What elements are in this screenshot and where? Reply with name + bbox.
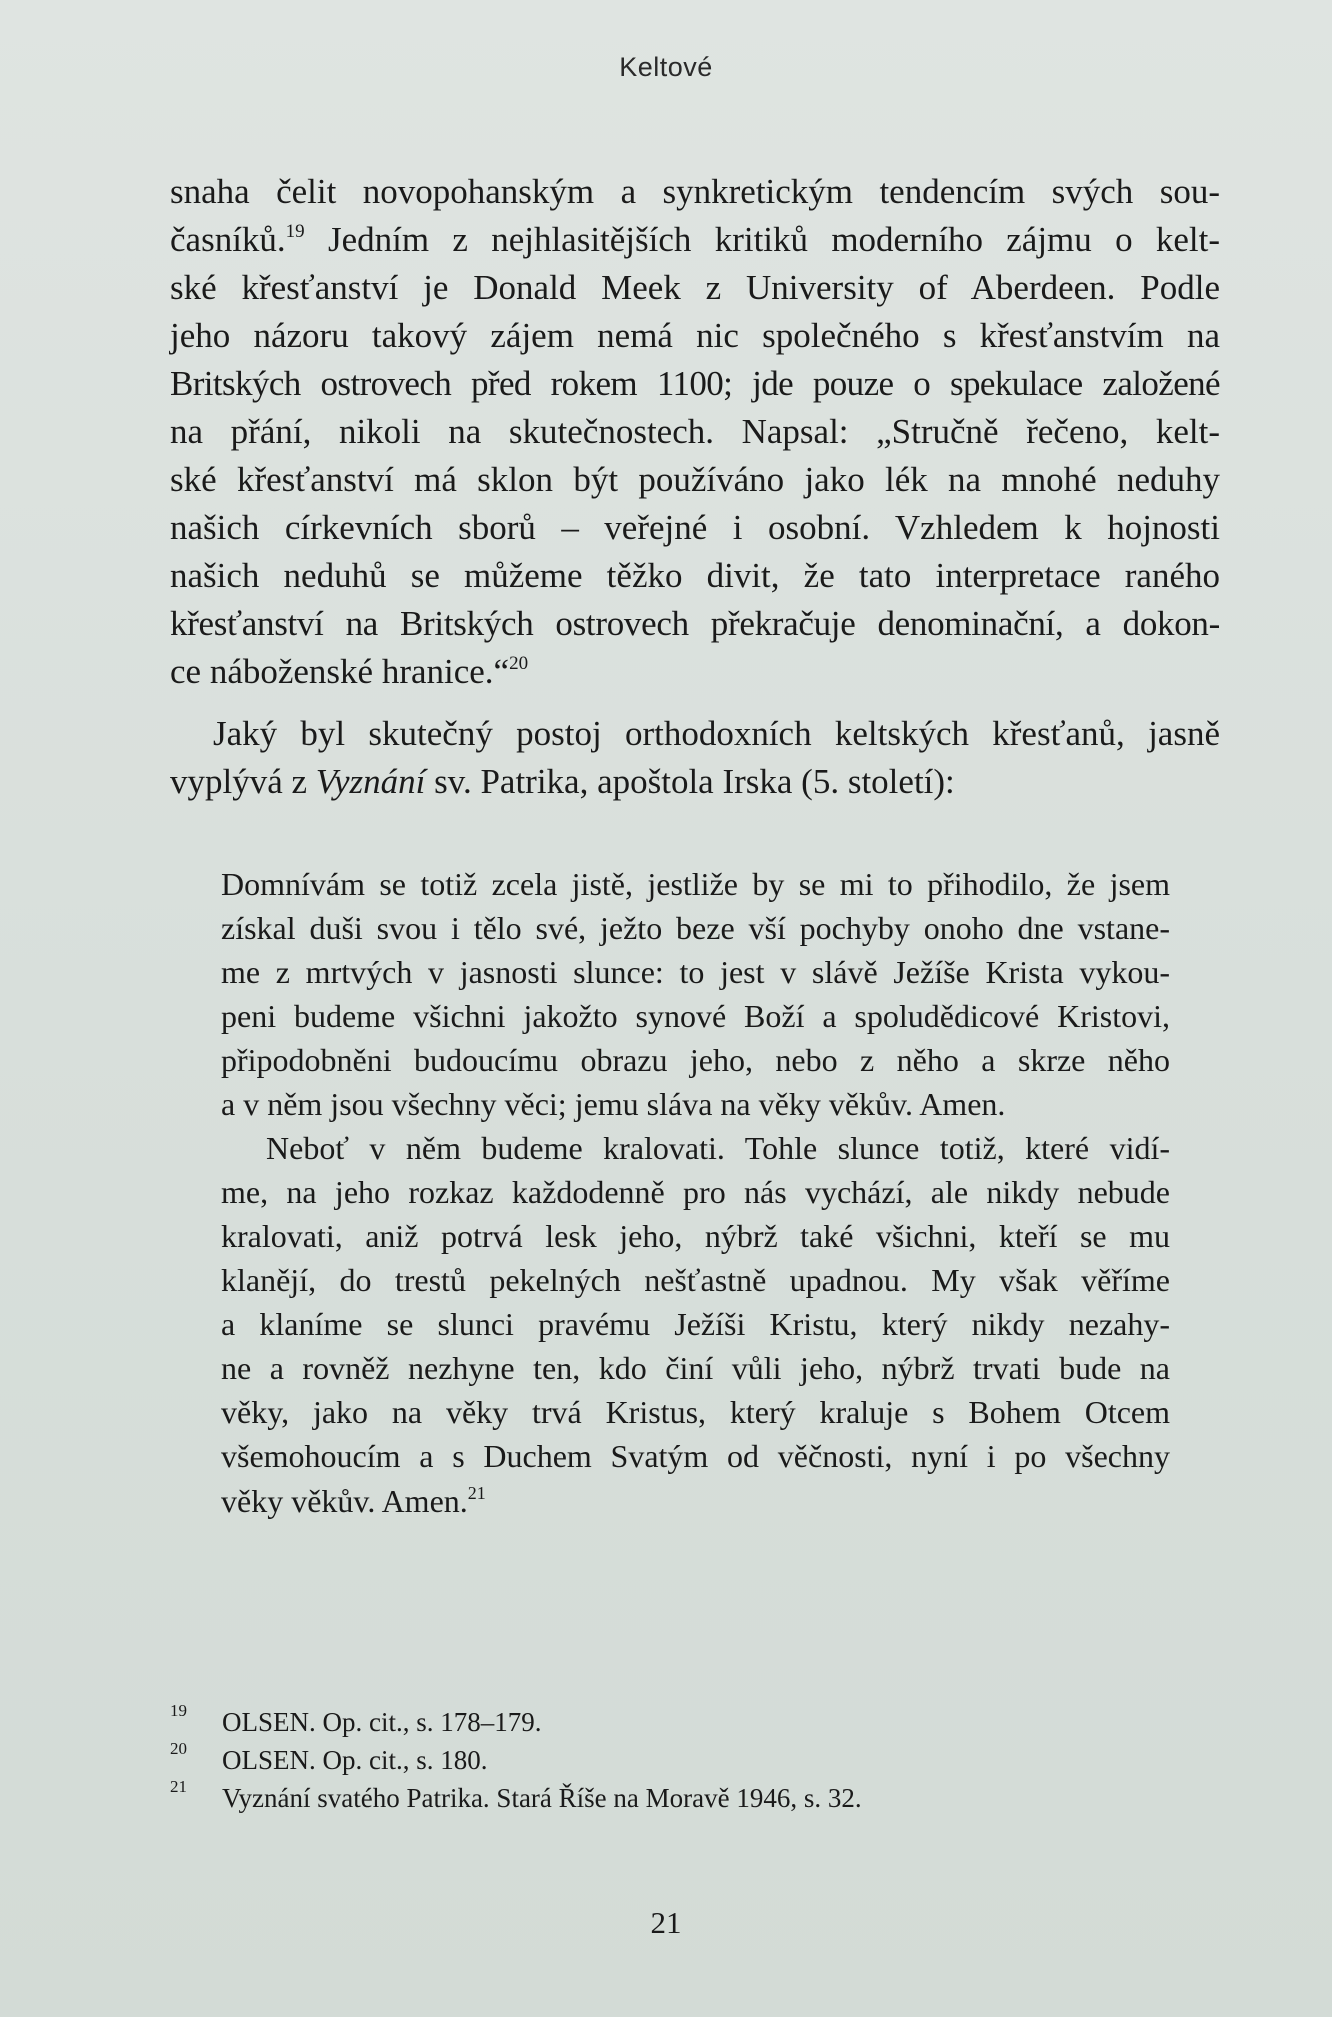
footnote-number: 20 <box>170 1739 187 1758</box>
quote-line: a klaníme se slunci pravému Ježíši Kristu, který nikdy nezahy- <box>221 1306 1170 1342</box>
quote-line <box>221 1484 1170 1517</box>
quote-line: a v něm jsou všechny věci; jemu sláva na věky věkův. Amen. <box>221 1086 1006 1122</box>
quote-line: Domnívám se totiž zcela jistě, jestliže by se mi to přihodilo, že jsem <box>221 866 1170 902</box>
text-span: časníků. <box>170 220 286 259</box>
footnote-text: OLSEN. Op. cit., s. 180. <box>222 1745 488 1775</box>
footnote-text: OLSEN. Op. cit., s. 178–179. <box>222 1707 542 1737</box>
text-span: vyplývá z <box>170 762 316 801</box>
text-line: křesťanství na Britských ostrovech překračuje denominační, a dokon- <box>170 604 1220 643</box>
footnote-text: Vyznání svatého Patrika. Stará Říše na Moravě 1946, s. 32. <box>222 1783 862 1813</box>
text-line: Jaký byl skutečný postoj orthodoxních keltských křesťanů, jasně <box>213 714 1220 753</box>
text-span: ce náboženské hranice.“ <box>170 652 510 691</box>
running-head: Keltové <box>619 52 713 82</box>
page-number: 21 <box>650 1905 682 1940</box>
text-line: jeho názoru takový zájem nemá nic společného s křesťanstvím na <box>170 316 1220 355</box>
footnote-ref-19: 19 <box>285 221 305 242</box>
quote-line: ne a rovněž nezhyne ten, kdo činí vůli jeho, nýbrž trvati bude na <box>221 1350 1170 1386</box>
text-line: ské křesťanství je Donald Meek z University of Aberdeen. Podle <box>170 268 1220 307</box>
text-line <box>170 654 1220 689</box>
text-line <box>170 764 1220 799</box>
text-line: našich církevních sborů – veřejné i osobní. Vzhledem k hojnosti <box>170 508 1220 547</box>
quote-line: získal duši svou i tělo své, ježto beze vší pochyby onoho dne vstane- <box>221 910 1170 946</box>
text-line: ské křesťanství má sklon být používáno jako lék na mnohé neduhy <box>170 460 1220 499</box>
text-line <box>170 222 1220 257</box>
quote-line: všemohoucím a s Duchem Svatým od věčnosti, nyní i po všechny <box>221 1438 1170 1474</box>
footnote-ref-20: 20 <box>509 653 529 674</box>
quote-line: kralovati, aniž potrvá lesk jeho, nýbrž také všichni, kteří se mu <box>221 1218 1170 1254</box>
footnote-ref-21: 21 <box>467 1483 486 1503</box>
quote-line: me z mrtvých v jasnosti slunce: to jest v slávě Ježíše Krista vykou- <box>221 954 1170 990</box>
text-span: Jedním z nejhlasitějších kritiků moderního zájmu o kelt- <box>304 220 1220 259</box>
quote-line: klanějí, do trestů pekelných nešťastně upadnou. My však věříme <box>221 1262 1170 1298</box>
footnote-number: 21 <box>170 1777 187 1796</box>
text-line: našich neduhů se můžeme těžko divit, že tato interpretace raného <box>170 556 1220 595</box>
quote-line: připodobněni budoucímu obrazu jeho, nebo z něho a skrze něho <box>221 1042 1170 1078</box>
text-span: věky věkův. Amen. <box>221 1483 468 1519</box>
text-line: Britských ostrovech před rokem 1100; jde pouze o spekulace založené <box>170 364 1220 403</box>
text-line: na přání, nikoli na skutečnostech. Napsal: „Stručně řečeno, kelt- <box>170 412 1220 451</box>
italic-title: Vyznání <box>315 762 426 801</box>
quote-line: Neboť v něm budeme kralovati. Tohle slunce totiž, které vidí- <box>266 1130 1170 1166</box>
quote-line: me, na jeho rozkaz každodenně pro nás vychází, ale nikdy nebude <box>221 1174 1170 1210</box>
text-line: snaha čelit novopohanským a synkretickým tendencím svých sou- <box>170 172 1220 211</box>
footnote-number: 19 <box>170 1701 187 1720</box>
text-span: sv. Patrika, apoštola Irska (5. století): <box>425 762 955 801</box>
quote-line: peni budeme všichni jakožto synové Boží a spoludědicové Kristovi, <box>221 998 1170 1034</box>
quote-line: věky, jako na věky trvá Kristus, který kraluje s Bohem Otcem <box>221 1394 1170 1430</box>
